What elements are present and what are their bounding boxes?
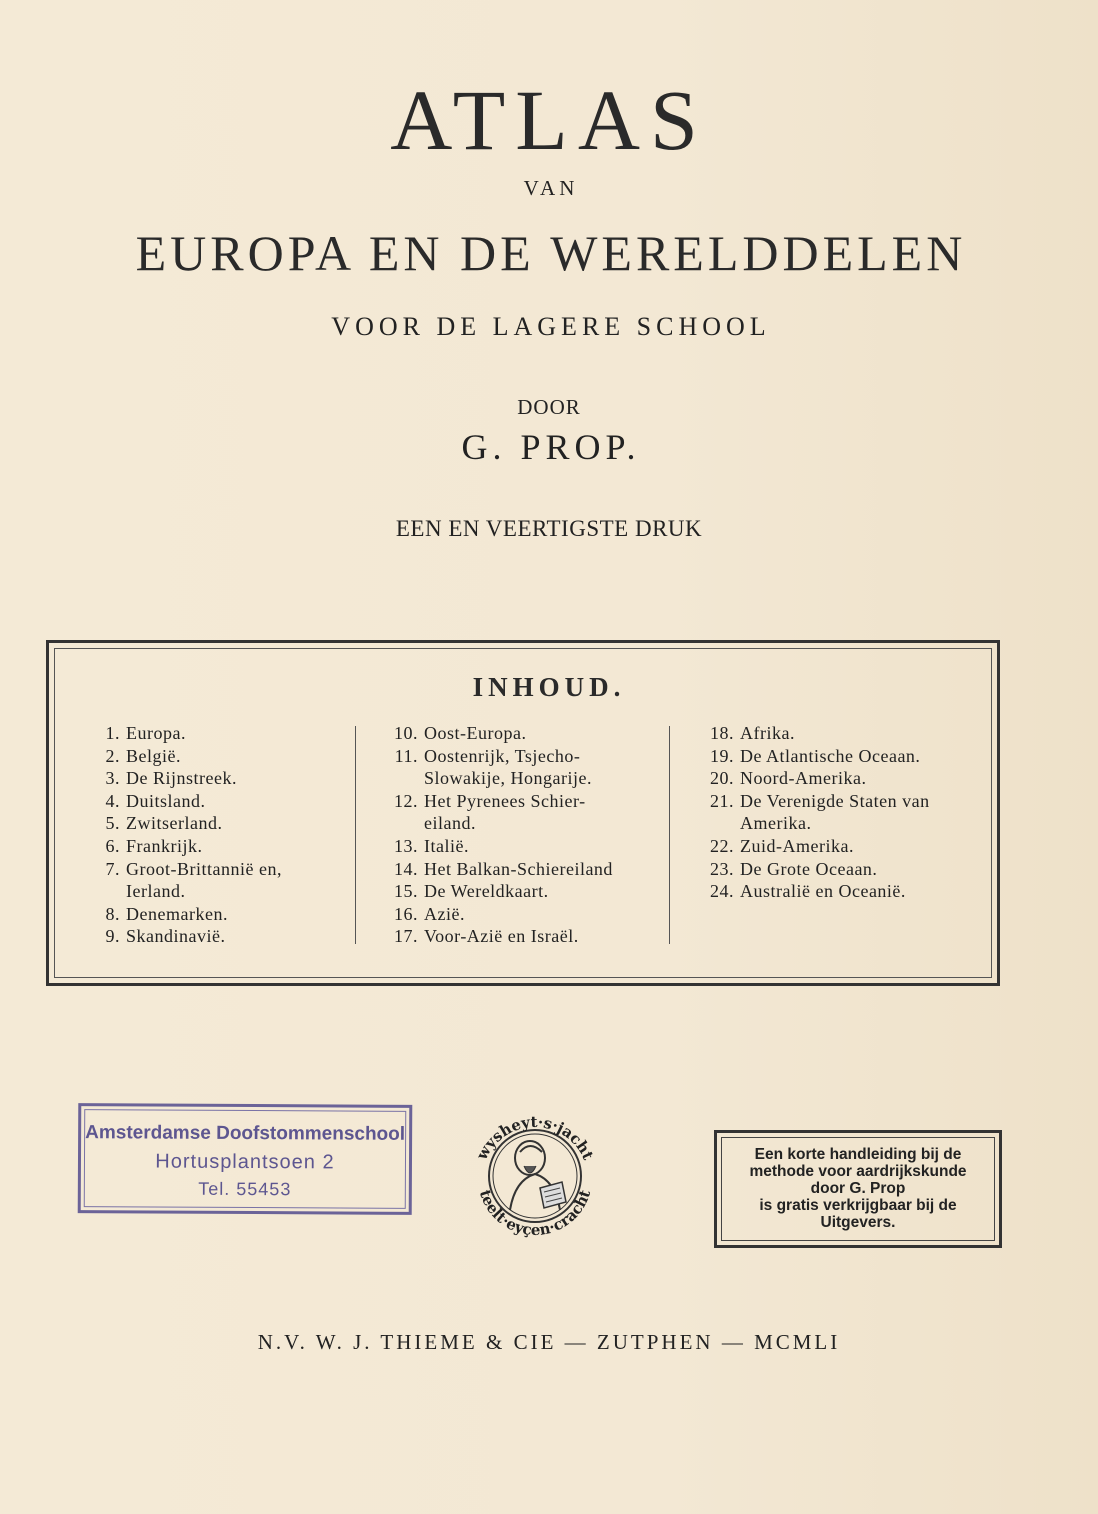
emblem-motto-top: wysheyt·s·jacht [472,1112,598,1163]
entry-title: De Wereldkaart. [424,881,549,902]
entry-number: 15. [394,881,418,902]
manual-notice-box [714,1130,1002,1248]
entry-title: Het Pyrenees Schier- [424,790,586,811]
title-connector: VAN [523,176,579,200]
contents-entry [84,925,344,948]
contents-entry [84,767,344,790]
entry-number: 2. [105,745,120,766]
entry-title: Skandinavië. [126,926,226,947]
contents-entry [378,858,663,881]
contents-entry-continuation [694,812,984,835]
entry-title: België. [126,745,181,766]
entry-number: 12. [394,790,418,811]
entry-number: 6. [105,835,120,856]
entry-title: De Atlantische Oceaan. [740,745,921,766]
main-title: EUROPA EN DE WERELDDELEN [135,225,967,281]
column-divider [355,726,356,944]
contents-entry [84,790,344,813]
contents-entry [378,790,663,813]
entry-title: De Verenigde Staten van [740,790,930,811]
column-divider [669,726,670,944]
entry-title: Oostenrijk, Tsjecho- [424,745,581,766]
contents-entry [84,745,344,768]
contents-entry [84,812,344,835]
contents-entry [694,745,984,768]
entry-title: Amerika. [740,813,812,834]
contents-entry [694,767,984,790]
entry-title: Noord-Amerika. [740,768,867,789]
publisher-line: N.V. W. J. THIEME & CIE — ZUTPHEN — MCMLI [257,1330,841,1354]
emblem-motto-bottom: teelt·eyçen·cracht [475,1187,595,1240]
entry-title: Italië. [424,835,469,856]
contents-column-2 [378,722,663,948]
contents-entry [378,903,663,926]
stamp-address: Hortusplantsoen 2 [155,1150,335,1174]
entry-title: Het Balkan-Schiereiland [424,858,613,879]
entry-number: 1. [105,723,120,743]
notice-line: Uitgevers. [820,1214,896,1231]
contents-entry [378,745,663,768]
entry-number: 7. [105,858,120,879]
entry-title: Zuid-Amerika. [740,835,854,856]
subtitle: VOOR DE LAGERE SCHOOL [331,312,771,341]
contents-entry [84,835,344,858]
svg-text:wysheyt·s·jacht [472,1113,597,1164]
entry-number: 13. [394,835,418,856]
page-title: ATLAS [390,72,708,168]
contents-entry [378,880,663,903]
contents-column-1 [84,722,344,948]
contents-entry [84,858,344,881]
contents-entry [694,880,984,903]
entry-number: 5. [105,813,120,834]
entry-title: Ierland. [126,881,186,902]
contents-entry [378,835,663,858]
publisher-emblem-icon [460,1100,610,1250]
entry-number: 9. [105,926,120,947]
entry-number: 14. [394,858,418,879]
entry-number: 19. [710,745,734,766]
entry-title: De Grote Oceaan. [740,858,878,879]
entry-number: 23. [710,858,734,879]
notice-line: is gratis verkrijgbaar bij de [759,1197,957,1214]
entry-title: Afrika. [740,723,795,743]
entry-number: 4. [105,790,120,811]
contents-entry [378,722,663,745]
contents-entry [694,790,984,813]
contents-entry [694,722,984,745]
contents-entry-continuation [84,880,344,903]
contents-entry [84,722,344,745]
contents-entry-continuation [378,767,663,790]
entry-number: 21. [710,790,734,811]
by-label: DOOR [517,395,581,419]
contents-entry [378,925,663,948]
entry-number: 11. [394,745,418,766]
entry-number: 20. [710,768,734,789]
school-stamp [78,1103,413,1215]
entry-title: Azië. [424,903,465,924]
notice-line: Een korte handleiding bij de [754,1146,962,1163]
stamp-phone: Tel. 55453 [198,1178,292,1200]
contents-entry-continuation [378,812,663,835]
entry-number: 8. [105,903,120,924]
edition-label: EEN EN VEERTIGSTE DRUK [395,516,703,541]
entry-number: 10. [394,723,418,743]
entry-title: Frankrijk. [126,835,203,856]
entry-title: Australië en Oceanië. [740,881,906,902]
entry-number: 18. [710,723,734,743]
notice-line: door G. Prop [810,1180,906,1197]
notice-line: methode voor aardrijkskunde [749,1163,967,1180]
contents-entry [694,858,984,881]
manual-notice-text [721,1137,995,1241]
contents-heading: INHOUD. [472,672,626,702]
entry-title: Europa. [126,723,186,743]
author-name: G. PROP. [461,427,641,467]
entry-title: Zwitserland. [126,813,223,834]
entry-number: 3. [105,768,120,789]
entry-title: Duitsland. [126,790,206,811]
entry-number: 17. [394,926,418,947]
entry-title: Voor-Azië en Israël. [424,926,579,947]
entry-title: eiland. [424,813,476,834]
entry-title: Groot-Brittannië en, [126,858,282,879]
entry-number: 22. [710,835,734,856]
entry-title: Oost-Europa. [424,723,527,743]
contents-entry [694,835,984,858]
entry-title: De Rijnstreek. [126,768,237,789]
entry-title: Denemarken. [126,903,228,924]
entry-title: Slowakije, Hongarije. [424,768,592,789]
entry-number: 16. [394,903,418,924]
entry-number: 24. [710,881,734,902]
svg-text:teelt·eyçen·cracht [476,1188,594,1239]
stamp-school-name: Amsterdamse Doofstommenschool [85,1122,406,1145]
contents-entry [84,903,344,926]
contents-column-3 [694,722,984,903]
